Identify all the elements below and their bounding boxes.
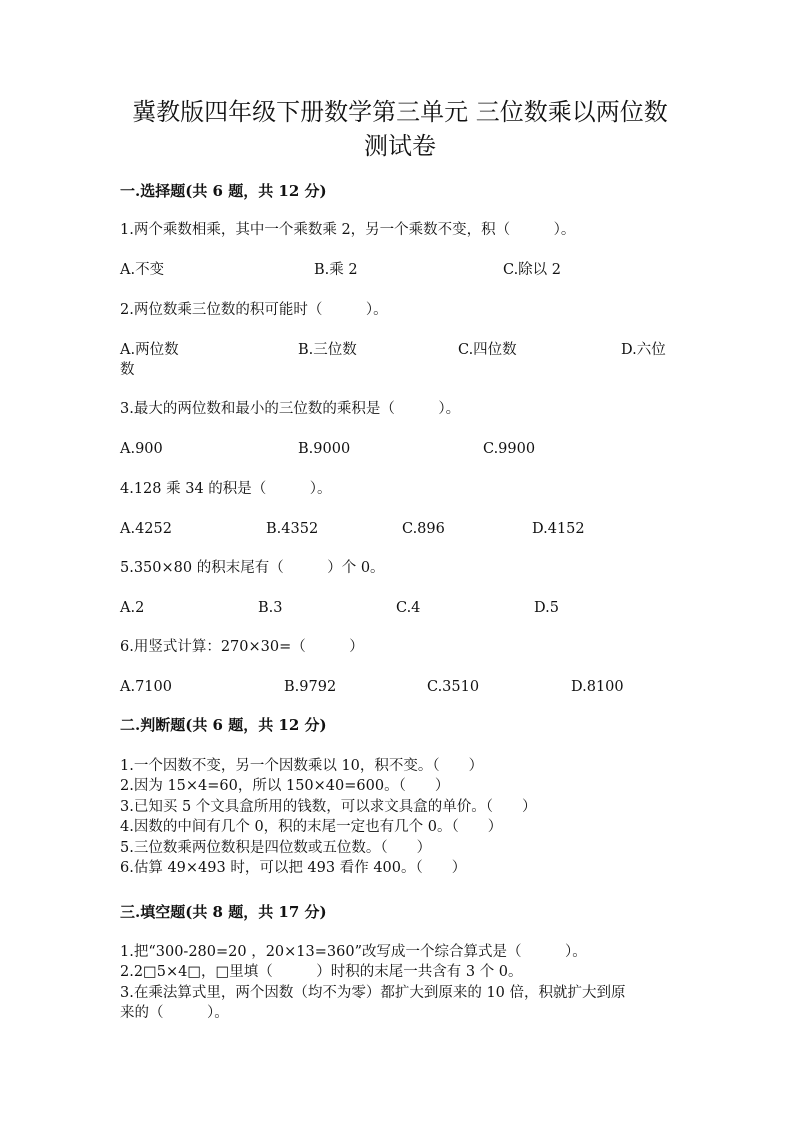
option-c: C.9900 (483, 441, 536, 457)
option-d: D.8100 (571, 679, 624, 695)
question-5: 5.350×80 的积末尾有（ ）个 0。 (120, 560, 385, 576)
option-c: C.除以 2 (503, 262, 562, 278)
question-2: 2.两位数乘三位数的积可能时（ ）。 (120, 302, 388, 318)
judgment-item-2: 2.因为 15×4=60，所以 150×40=600。（ ） (120, 778, 450, 794)
judgment-item-5: 5.三位数乘两位数积是四位数或五位数。（ ） (120, 840, 432, 856)
option-c: C.3510 (427, 679, 480, 695)
option-b: B.4352 (266, 521, 319, 537)
option-c: C.896 (402, 521, 445, 537)
fill-item-2: 2.2□5×4□，□里填（ ）时积的末尾一共含有 3 个 0。 (120, 964, 523, 980)
section-heading-choice: 一.选择题(共 6 题，共 12 分) (120, 182, 327, 200)
judgment-item-4: 4.因数的中间有几个 0，积的末尾一定也有几个 0。（ ） (120, 819, 503, 835)
option-b: B.三位数 (298, 342, 357, 358)
question-1: 1.两个乘数相乘，其中一个乘数乘 2，另一个乘数不变，积（ ）。 (120, 222, 576, 238)
option-b: B.乘 2 (314, 262, 358, 278)
judgment-item-1: 1.一个因数不变，另一个因数乘以 10，积不变。（ ） (120, 758, 484, 774)
option-a: A.两位数 (120, 342, 179, 358)
option-d: D.5 (534, 600, 559, 616)
question-4: 4.128 乘 34 的积是（ ）。 (120, 481, 332, 497)
section-heading-fill-blank: 三.填空题(共 8 题，共 17 分) (120, 903, 327, 921)
judgment-item-6: 6.估算 49×493 时，可以把 493 看作 400。（ ） (120, 860, 467, 876)
fill-item-1: 1.把“300-280=20 ，20×13=360”改写成一个综合算式是（ ）。 (120, 944, 587, 960)
option-c: C.4 (396, 600, 421, 616)
option-a: A.900 (120, 441, 163, 457)
option-b: B.3 (258, 600, 283, 616)
option-c: C.四位数 (458, 342, 517, 358)
question-6: 6.用竖式计算：270×30=（ ） (120, 639, 364, 655)
fill-item-3-continuation: 来的（ ）。 (120, 1005, 229, 1021)
option-d: D.六位 (621, 342, 666, 358)
option-a: A.不变 (120, 262, 165, 278)
option-a: A.7100 (120, 679, 172, 695)
judgment-item-3: 3.已知买 5 个文具盒所用的钱数，可以求文具盒的单价。（ ） (120, 799, 537, 815)
option-a: A.4252 (120, 521, 172, 537)
option-a: A.2 (120, 600, 145, 616)
option-b: B.9000 (298, 441, 351, 457)
question-3: 3.最大的两位数和最小的三位数的乘积是（ ）。 (120, 401, 461, 417)
fill-item-3: 3.在乘法算式里，两个因数（均不为零）都扩大到原来的 10 倍，积就扩大到原 (120, 985, 626, 1001)
section-heading-judgment: 二.判断题(共 6 题，共 12 分) (120, 716, 327, 734)
page-title-line2: 测试卷 (364, 132, 436, 160)
page-title: 冀教版四年级下册数学第三单元 三位数乘以两位数 (132, 98, 668, 126)
option-b: B.9792 (284, 679, 337, 695)
option-d-continuation: 数 (120, 362, 135, 378)
option-d: D.4152 (532, 521, 585, 537)
